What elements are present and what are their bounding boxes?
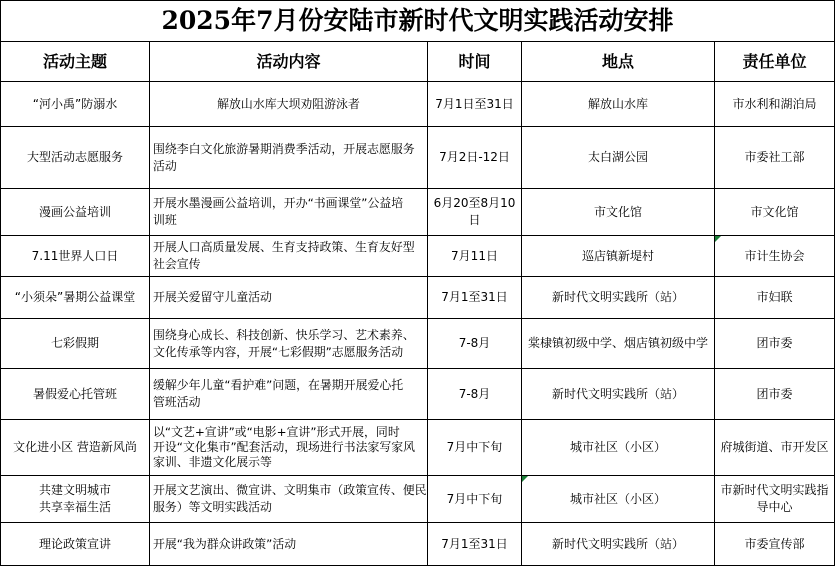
time-cell: 7月2日-12日 — [428, 127, 522, 189]
content-cell: 开展“我为群众讲政策”活动 — [150, 523, 428, 566]
topic-cell: 7.11世界人口日 — [0, 236, 150, 277]
location-cell: 解放山水库 — [522, 82, 715, 127]
topic-cell: 暑假爱心托管班 — [0, 369, 150, 420]
unit-cell — [715, 236, 835, 277]
time-cell: 7月中下旬 — [428, 476, 522, 523]
time-cell: 7月1日至31日 — [428, 82, 522, 127]
time-cell: 7-8月 — [428, 319, 522, 369]
topic-cell: 理论政策宣讲 — [0, 523, 150, 566]
content-cell: 缓解少年儿童“看护难”问题，在暑期开展爱心托 管班活动 — [150, 369, 428, 420]
content-cell: 开展人口高质量发展、生育支持政策、生育友好型 社会宣传 — [150, 236, 428, 277]
time-cell: 6月20至8月10日 — [428, 189, 522, 236]
content-cell: 以“文艺+宣讲”或“电影+宣讲”形式开展，同时 开设“文化集市”配套活动，现场进行书法家写家风 家训、非遗文化展示等 — [150, 420, 428, 476]
topic-cell: 文化进小区 营造新风尚 — [0, 420, 150, 476]
location-text: 城市社区（小区） — [569, 491, 666, 506]
location-cell: 新时代文明实践所（站） — [522, 277, 715, 319]
table-title: 2025年7月份安陆市新时代文明实践活动安排 — [0, 0, 835, 42]
topic-cell: “小须朵”暑期公益课堂 — [0, 277, 150, 319]
unit-cell: 团市委 — [715, 319, 835, 369]
column-header-time: 时间 — [428, 42, 522, 82]
column-header-content: 活动内容 — [150, 42, 428, 82]
unit-cell: 市委社工部 — [715, 127, 835, 189]
content-cell: 解放山水库大坝劝阻游泳者 — [150, 82, 428, 127]
unit-cell: 团市委 — [715, 369, 835, 420]
column-header-topic: 活动主题 — [0, 42, 150, 82]
time-cell: 7月中下旬 — [428, 420, 522, 476]
content-cell: 围绕身心成长、科技创新、快乐学习、艺术素养、 文化传承等内容，开展“七彩假期”志愿服务活动 — [150, 319, 428, 369]
topic-cell: 七彩假期 — [0, 319, 150, 369]
topic-cell: “河小禹”防溺水 — [0, 82, 150, 127]
time-cell: 7月1至31日 — [428, 523, 522, 566]
content-cell: 开展水墨漫画公益培训，开办“书画课堂”公益培 训班 — [150, 189, 428, 236]
content-cell: 开展关爱留守儿童活动 — [150, 277, 428, 319]
unit-text: 市计生协会 — [744, 248, 805, 263]
time-cell: 7-8月 — [428, 369, 522, 420]
topic-cell: 共建文明城市 共享幸福生活 — [0, 476, 150, 523]
location-cell: 新时代文明实践所（站） — [522, 523, 715, 566]
location-cell: 城市社区（小区） — [522, 420, 715, 476]
location-cell: 巡店镇新堤村 — [522, 236, 715, 277]
unit-cell: 府城街道、市开发区 — [715, 420, 835, 476]
topic-cell: 漫画公益培训 — [0, 189, 150, 236]
location-cell: 市文化馆 — [522, 189, 715, 236]
unit-cell: 市文化馆 — [715, 189, 835, 236]
unit-cell: 市水利和湖泊局 — [715, 82, 835, 127]
error-indicator-icon — [715, 236, 721, 242]
location-cell — [522, 476, 715, 523]
location-cell: 新时代文明实践所（站） — [522, 369, 715, 420]
unit-cell: 市委宣传部 — [715, 523, 835, 566]
unit-cell: 市妇联 — [715, 277, 835, 319]
topic-cell: 大型活动志愿服务 — [0, 127, 150, 189]
unit-cell: 市新时代文明实践指 导中心 — [715, 476, 835, 523]
time-cell: 7月11日 — [428, 236, 522, 277]
column-header-unit: 责任单位 — [715, 42, 835, 82]
content-cell: 围绕李白文化旅游暑期消费季活动，开展志愿服务 活动 — [150, 127, 428, 189]
location-cell: 棠棣镇初级中学、烟店镇初级中学 — [522, 319, 715, 369]
error-indicator-icon — [522, 476, 528, 482]
location-cell: 太白湖公园 — [522, 127, 715, 189]
column-header-location: 地点 — [522, 42, 715, 82]
time-cell: 7月1至31日 — [428, 277, 522, 319]
content-cell: 开展文艺演出、微宣讲、文明集市（政策宣传、便民 服务）等文明实践活动 — [150, 476, 428, 523]
